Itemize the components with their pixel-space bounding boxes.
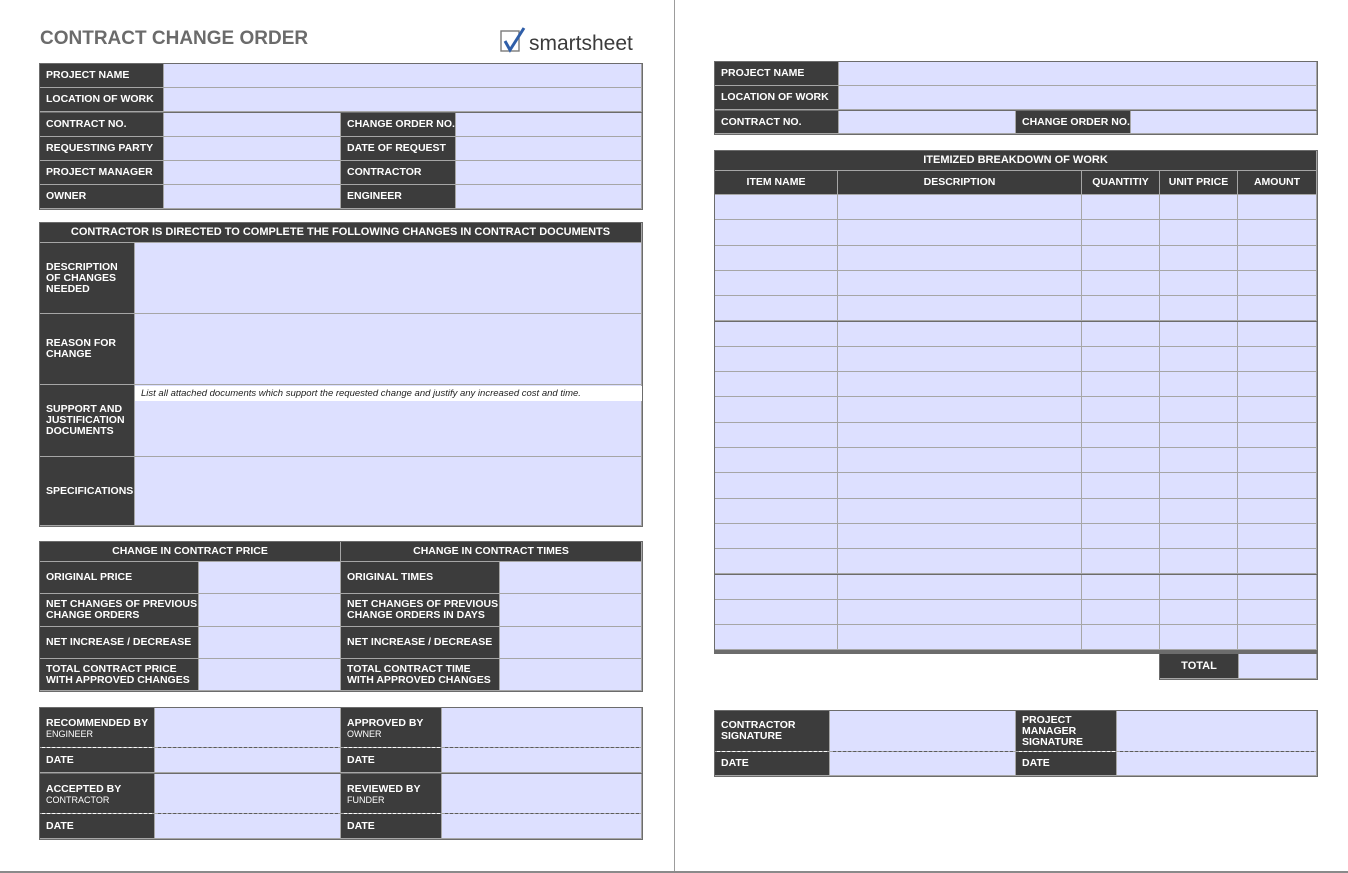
unit-price-cell[interactable] — [1160, 524, 1238, 549]
reviewed-by-label — [341, 774, 442, 814]
description-cell[interactable] — [838, 296, 1082, 321]
support-label: SUPPORT AND JUSTIFICATION DOCUMENTS — [40, 385, 135, 457]
item-name-cell[interactable] — [715, 296, 838, 321]
requesting-party-label: REQUESTING PARTY — [40, 137, 164, 161]
date-label-3: DATE — [40, 814, 155, 839]
page-two — [675, 0, 1348, 871]
smartsheet-logo — [500, 26, 633, 56]
page-title: CONTRACT CHANGE ORDER — [40, 28, 309, 49]
description-cell[interactable] — [838, 499, 1082, 524]
approved-by-sub: OWNER — [347, 729, 382, 739]
owner-field[interactable] — [164, 185, 341, 209]
price-header: CHANGE IN CONTRACT PRICE — [40, 542, 341, 562]
original-times-field[interactable] — [500, 562, 642, 594]
signature-line — [42, 813, 152, 814]
date-field-3[interactable] — [155, 814, 341, 839]
item-name-cell[interactable] — [715, 625, 838, 650]
description-cell[interactable] — [838, 448, 1082, 473]
quantity-cell[interactable] — [1082, 423, 1160, 448]
itemized-header: ITEMIZED BREAKDOWN OF WORK — [715, 151, 1317, 171]
net-prev-price-label: NET CHANGES OF PREVIOUS CHANGE ORDERS — [40, 594, 199, 627]
original-price-field[interactable] — [199, 562, 341, 594]
contract-no-field[interactable] — [164, 113, 341, 137]
recommended-by-sub: ENGINEER — [46, 729, 94, 739]
amount-cell[interactable] — [1238, 625, 1317, 650]
approved-by-label — [341, 708, 442, 748]
quantity-cell[interactable] — [1082, 575, 1160, 600]
checkmark-icon — [500, 26, 526, 56]
date-label-1: DATE — [40, 748, 155, 773]
description-cell[interactable] — [838, 322, 1082, 347]
changes-header: CONTRACTOR IS DIRECTED TO COMPLETE THE FOLLOWING CHANGES IN CONTRACT DOCUMENTS — [40, 223, 642, 243]
pm-signature-label: PROJECT MANAGER SIGNATURE — [1016, 711, 1117, 752]
description-cell[interactable] — [838, 195, 1082, 220]
unit-price-cell[interactable] — [1160, 347, 1238, 372]
project-manager-label: PROJECT MANAGER — [40, 161, 164, 185]
amount-cell[interactable] — [1238, 347, 1317, 372]
signature-line — [445, 747, 639, 748]
item-name-cell[interactable] — [715, 423, 838, 448]
contract-no-field-2[interactable] — [839, 111, 1016, 134]
unit-price-cell[interactable] — [1160, 271, 1238, 296]
location-of-work-label-2: LOCATION OF WORK — [715, 86, 839, 110]
net-prev-times-field[interactable] — [500, 594, 642, 627]
description-cell[interactable] — [838, 524, 1082, 549]
quantity-cell[interactable] — [1082, 372, 1160, 397]
reason-label: REASON FOR CHANGE — [40, 314, 135, 385]
description-cell[interactable] — [838, 220, 1082, 245]
sig-date-label-1: DATE — [715, 752, 830, 776]
contractor-signature-label: CONTRACTOR SIGNATURE — [715, 711, 830, 752]
contract-no-label: CONTRACT NO. — [40, 113, 164, 137]
engineer-label: ENGINEER — [341, 185, 456, 209]
quantity-cell[interactable] — [1082, 246, 1160, 271]
amount-cell[interactable] — [1238, 372, 1317, 397]
net-increase-price-field[interactable] — [199, 627, 341, 659]
signature-line — [717, 751, 827, 752]
accepted-by-label — [40, 774, 155, 814]
item-name-cell[interactable] — [715, 372, 838, 397]
description-cell[interactable] — [838, 625, 1082, 650]
unit-price-cell[interactable] — [1160, 220, 1238, 245]
col-description: DESCRIPTION — [838, 171, 1082, 195]
approved-by-text: APPROVED BY — [347, 717, 424, 729]
description-cell[interactable] — [838, 397, 1082, 422]
unit-price-cell[interactable] — [1160, 600, 1238, 625]
description-cell[interactable] — [838, 271, 1082, 296]
contractor-field[interactable] — [456, 161, 642, 185]
description-cell[interactable] — [838, 549, 1082, 574]
recommended-by-text: RECOMMENDED BY — [46, 717, 149, 729]
unit-price-cell[interactable] — [1160, 575, 1238, 600]
signature-line — [158, 813, 338, 814]
date-field-2[interactable] — [442, 748, 642, 773]
accepted-by-field[interactable] — [155, 774, 341, 814]
owner-label: OWNER — [40, 185, 164, 209]
reason-field[interactable] — [135, 314, 642, 385]
sig-date-label-2: DATE — [1016, 752, 1117, 776]
sig-date-field-2[interactable] — [1117, 752, 1317, 776]
support-note: List all attached documents which support the requested change and justify any increased cost and time. — [135, 386, 642, 401]
contractor-label: CONTRACTOR — [341, 161, 456, 185]
total-label: TOTAL — [1160, 654, 1239, 679]
amount-cell[interactable] — [1238, 397, 1317, 422]
quantity-cell[interactable] — [1082, 322, 1160, 347]
original-times-label: ORIGINAL TIMES — [341, 562, 500, 594]
quantity-cell[interactable] — [1082, 499, 1160, 524]
item-name-cell[interactable] — [715, 220, 838, 245]
unit-price-cell[interactable] — [1160, 448, 1238, 473]
sig-date-field-1[interactable] — [830, 752, 1016, 776]
quantity-cell[interactable] — [1082, 473, 1160, 498]
recommended-by-label — [40, 708, 155, 748]
item-name-cell[interactable] — [715, 397, 838, 422]
project-name-field[interactable] — [164, 64, 642, 88]
description-cell[interactable] — [838, 246, 1082, 271]
amount-cell[interactable] — [1238, 271, 1317, 296]
amount-cell[interactable] — [1238, 220, 1317, 245]
col-unit-price: UNIT PRICE — [1160, 171, 1238, 195]
unit-price-cell[interactable] — [1160, 625, 1238, 650]
unit-price-cell[interactable] — [1160, 372, 1238, 397]
date-of-request-field[interactable] — [456, 137, 642, 161]
logo-word-bold: sheet — [581, 32, 633, 55]
pm-signature-field[interactable] — [1117, 711, 1317, 752]
description-cell[interactable] — [838, 473, 1082, 498]
change-order-no-label: CHANGE ORDER NO. — [341, 113, 456, 137]
project-name-label-2: PROJECT NAME — [715, 62, 839, 86]
location-of-work-field-2[interactable] — [839, 86, 1317, 110]
contractor-signature-field[interactable] — [830, 711, 1016, 752]
signature-line — [1019, 751, 1115, 752]
quantity-cell[interactable] — [1082, 448, 1160, 473]
description-label: DESCRIPTION OF CHANGES NEEDED — [40, 243, 135, 314]
signature-line — [833, 751, 1013, 752]
quantity-cell[interactable] — [1082, 397, 1160, 422]
project-name-label: PROJECT NAME — [40, 64, 164, 88]
date-label-4: DATE — [341, 814, 442, 839]
signature-line — [1120, 751, 1314, 752]
reviewed-by-field[interactable] — [442, 774, 642, 814]
item-name-cell[interactable] — [715, 575, 838, 600]
quantity-cell[interactable] — [1082, 195, 1160, 220]
reviewed-by-text: REVIEWED BY — [347, 783, 421, 795]
item-name-cell[interactable] — [715, 347, 838, 372]
amount-cell[interactable] — [1238, 575, 1317, 600]
accepted-by-sub: CONTRACTOR — [46, 795, 110, 805]
net-increase-times-label: NET INCREASE / DECREASE — [341, 627, 500, 659]
signature-line — [344, 747, 440, 748]
quantity-cell[interactable] — [1082, 549, 1160, 574]
amount-cell[interactable] — [1238, 600, 1317, 625]
unit-price-cell[interactable] — [1160, 397, 1238, 422]
date-field-1[interactable] — [155, 748, 341, 773]
contract-no-label-2: CONTRACT NO. — [715, 111, 839, 134]
description-cell[interactable] — [838, 372, 1082, 397]
quantity-cell[interactable] — [1082, 296, 1160, 321]
reviewed-by-sub: FUNDER — [347, 795, 385, 805]
amount-cell[interactable] — [1238, 448, 1317, 473]
signature-line — [445, 813, 639, 814]
item-name-cell[interactable] — [715, 600, 838, 625]
specifications-label: SPECIFICATIONS — [40, 457, 135, 526]
unit-price-cell[interactable] — [1160, 246, 1238, 271]
total-price-label: TOTAL CONTRACT PRICE WITH APPROVED CHANGES — [40, 659, 199, 691]
unit-price-cell[interactable] — [1160, 499, 1238, 524]
item-name-cell[interactable] — [715, 271, 838, 296]
quantity-cell[interactable] — [1082, 600, 1160, 625]
total-time-label: TOTAL CONTRACT TIME WITH APPROVED CHANGES — [341, 659, 500, 691]
times-header: CHANGE IN CONTRACT TIMES — [341, 542, 642, 562]
date-of-request-label: DATE OF REQUEST — [341, 137, 456, 161]
logo-word-light: smart — [529, 32, 582, 55]
project-name-field-2[interactable] — [839, 62, 1317, 86]
recommended-by-field[interactable] — [155, 708, 341, 748]
total-time-field[interactable] — [500, 659, 642, 691]
amount-cell[interactable] — [1238, 322, 1317, 347]
location-of-work-field[interactable] — [164, 88, 642, 112]
quantity-cell[interactable] — [1082, 220, 1160, 245]
description-field[interactable] — [135, 243, 642, 314]
date-label-2: DATE — [341, 748, 442, 773]
quantity-cell[interactable] — [1082, 271, 1160, 296]
col-amount: AMOUNT — [1238, 171, 1317, 195]
unit-price-cell[interactable] — [1160, 322, 1238, 347]
amount-cell[interactable] — [1238, 423, 1317, 448]
description-cell[interactable] — [838, 423, 1082, 448]
net-increase-price-label: NET INCREASE / DECREASE — [40, 627, 199, 659]
description-cell[interactable] — [838, 600, 1082, 625]
page-one — [0, 0, 674, 871]
unit-price-cell[interactable] — [1160, 549, 1238, 574]
col-item-name: ITEM NAME — [715, 171, 838, 195]
item-name-cell[interactable] — [715, 322, 838, 347]
change-order-no-field-2[interactable] — [1131, 111, 1317, 134]
quantity-cell[interactable] — [1082, 625, 1160, 650]
amount-cell[interactable] — [1238, 296, 1317, 321]
item-name-cell[interactable] — [715, 549, 838, 574]
specifications-field[interactable] — [135, 457, 642, 526]
unit-price-cell[interactable] — [1160, 195, 1238, 220]
location-of-work-label: LOCATION OF WORK — [40, 88, 164, 112]
net-prev-times-label: NET CHANGES OF PREVIOUS CHANGE ORDERS IN DAYS — [341, 594, 500, 627]
amount-cell[interactable] — [1238, 499, 1317, 524]
item-name-cell[interactable] — [715, 499, 838, 524]
total-field[interactable] — [1239, 654, 1317, 679]
item-name-cell[interactable] — [715, 448, 838, 473]
amount-cell[interactable] — [1238, 524, 1317, 549]
amount-cell[interactable] — [1238, 246, 1317, 271]
item-name-cell[interactable] — [715, 473, 838, 498]
original-price-label: ORIGINAL PRICE — [40, 562, 199, 594]
date-field-4[interactable] — [442, 814, 642, 839]
net-prev-price-field[interactable] — [199, 594, 341, 627]
quantity-cell[interactable] — [1082, 524, 1160, 549]
unit-price-cell[interactable] — [1160, 423, 1238, 448]
unit-price-cell[interactable] — [1160, 473, 1238, 498]
amount-cell[interactable] — [1238, 195, 1317, 220]
amount-cell[interactable] — [1238, 473, 1317, 498]
col-quantity: QUANTITIY — [1082, 171, 1160, 195]
total-price-field[interactable] — [199, 659, 341, 691]
unit-price-cell[interactable] — [1160, 296, 1238, 321]
change-order-no-label-2: CHANGE ORDER NO. — [1016, 111, 1131, 134]
accepted-by-text: ACCEPTED BY — [46, 783, 122, 795]
approved-by-field[interactable] — [442, 708, 642, 748]
item-name-cell[interactable] — [715, 195, 838, 220]
change-order-no-field[interactable] — [456, 113, 642, 137]
description-cell[interactable] — [838, 347, 1082, 372]
net-increase-times-field[interactable] — [500, 627, 642, 659]
signature-line — [158, 747, 338, 748]
project-manager-field[interactable] — [164, 161, 341, 185]
signature-line — [344, 813, 440, 814]
requesting-party-field[interactable] — [164, 137, 341, 161]
quantity-cell[interactable] — [1082, 347, 1160, 372]
engineer-field[interactable] — [456, 185, 642, 209]
item-name-cell[interactable] — [715, 246, 838, 271]
description-cell[interactable] — [838, 575, 1082, 600]
signature-line — [42, 747, 152, 748]
item-name-cell[interactable] — [715, 524, 838, 549]
amount-cell[interactable] — [1238, 549, 1317, 574]
